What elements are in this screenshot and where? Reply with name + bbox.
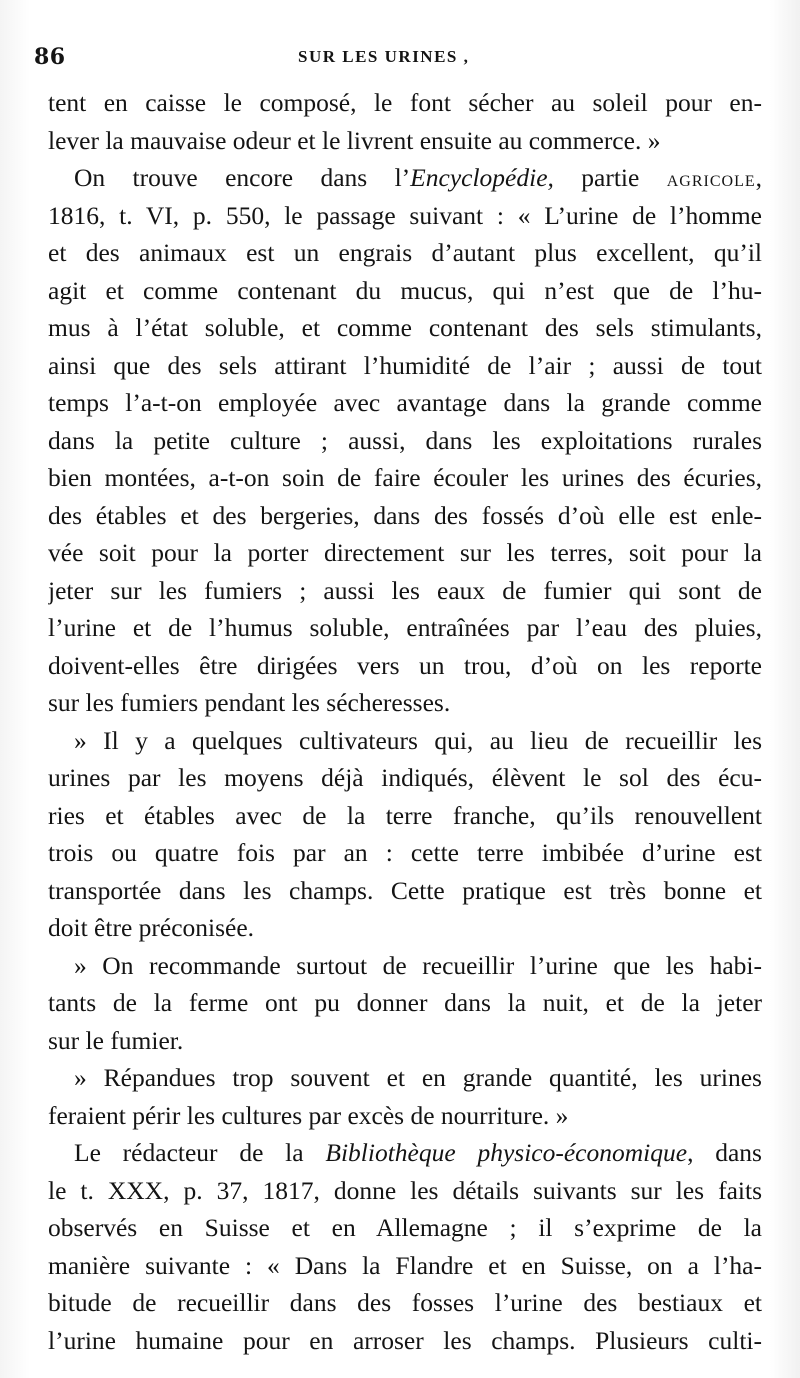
- text-line: agit et comme contenant du mucus, qui n’est que de l’hu-: [48, 275, 762, 305]
- text-line: dans la petite culture ; aussi, dans les exploitations rurales: [48, 425, 762, 455]
- text-run: , dans: [687, 1138, 762, 1167]
- text-line: manière suivante : « Dans la Flandre et en Suisse, on a l’ha-: [48, 1250, 762, 1280]
- body-text: [48, 84, 762, 1359]
- italic-title: Encyclopédie,: [410, 163, 554, 192]
- text-line: ainsi que des sels attirant l’humidité de l’air ; aussi de tout: [48, 350, 762, 380]
- text-line: doivent-elles être dirigées vers un trou, d’où on les reporte: [48, 650, 762, 680]
- text-line: » Répandues trop souvent et en grande quantité, les urines: [74, 1063, 762, 1092]
- text-line: lever la mauvaise odeur et le livrent ensuite au commerce. »: [48, 125, 661, 155]
- text-run: partie: [553, 163, 667, 192]
- text-line: [48, 1134, 762, 1172]
- page-number: 86: [34, 44, 66, 70]
- text-line: l’urine humaine pour en arroser les champs. Plusieurs culti-: [48, 1325, 762, 1355]
- text-line: le t. XXX, p. 37, 1817, donne les détails suivants sur les faits: [48, 1175, 762, 1205]
- running-head: SUR LES URINES ,: [298, 47, 470, 66]
- text-run: On trouve encore dans l’: [74, 163, 411, 192]
- text-line: bitude de recueillir dans des fosses l’urine des bestiaux et: [48, 1288, 762, 1317]
- small-caps-word: agricole: [666, 166, 756, 191]
- text-line: sur le fumier.: [48, 1025, 184, 1055]
- text-line: et des animaux est un engrais d’autant plus excellent, qu’il: [48, 238, 762, 267]
- text-line: l’urine et de l’humus soluble, entraînées par l’eau des pluies,: [48, 613, 762, 642]
- text-line: trois ou quatre fois par an : cette terre imbibée d’urine est: [48, 838, 762, 867]
- italic-title: Bibliothèque physico-économique: [325, 1138, 688, 1167]
- text-line: urines par les moyens déjà indiqués, élèvent le sol des écu-: [48, 763, 762, 792]
- text-line: bien montées, a-t-on soin de faire écouler les urines des écuries,: [48, 463, 762, 492]
- text-line: » Il y a quelques cultivateurs qui, au lieu de recueillir les: [74, 725, 762, 755]
- text-line: doit être préconisée.: [48, 913, 255, 942]
- text-line: sur les fumiers pendant les sécheresses.: [48, 688, 451, 717]
- text-line: [48, 159, 762, 197]
- text-run: ,: [755, 163, 762, 192]
- text-line: mus à l’état soluble, et comme contenant des sels stimulants,: [48, 313, 762, 342]
- text-line: feraient périr les cultures par excès de nourriture. »: [48, 1100, 569, 1130]
- text-line: observés en Suisse et en Allemagne ; il s’exprime de la: [48, 1213, 762, 1242]
- text-line: jeter sur les fumiers ; aussi les eaux de fumier qui sont de: [48, 575, 762, 605]
- text-line: des étables et des bergeries, dans des fossés d’où elle est enle-: [48, 500, 762, 530]
- page-header: [30, 44, 776, 74]
- text-line: tent en caisse le composé, le font sécher au soleil pour en-: [48, 88, 762, 117]
- text-line: tants de la ferme ont pu donner dans la nuit, et de la jeter: [48, 988, 762, 1017]
- text-line: ries et étables avec de la terre franche, qu’ils renouvellent: [48, 800, 762, 830]
- text-line: transportée dans les champs. Cette pratique est très bonne et: [48, 875, 762, 905]
- text-run: Le rédacteur de la: [74, 1138, 326, 1167]
- text-line: temps l’a-t-on employée avec avantage dans la grande comme: [48, 388, 762, 417]
- text-line: 1816, t. VI, p. 550, le passage suivant : « L’urine de l’homme: [48, 200, 762, 230]
- text-line: vée soit pour la porter directement sur les terres, soit pour la: [48, 538, 762, 567]
- text-line: » On recommande surtout de recueillir l’urine que les habi-: [74, 950, 762, 980]
